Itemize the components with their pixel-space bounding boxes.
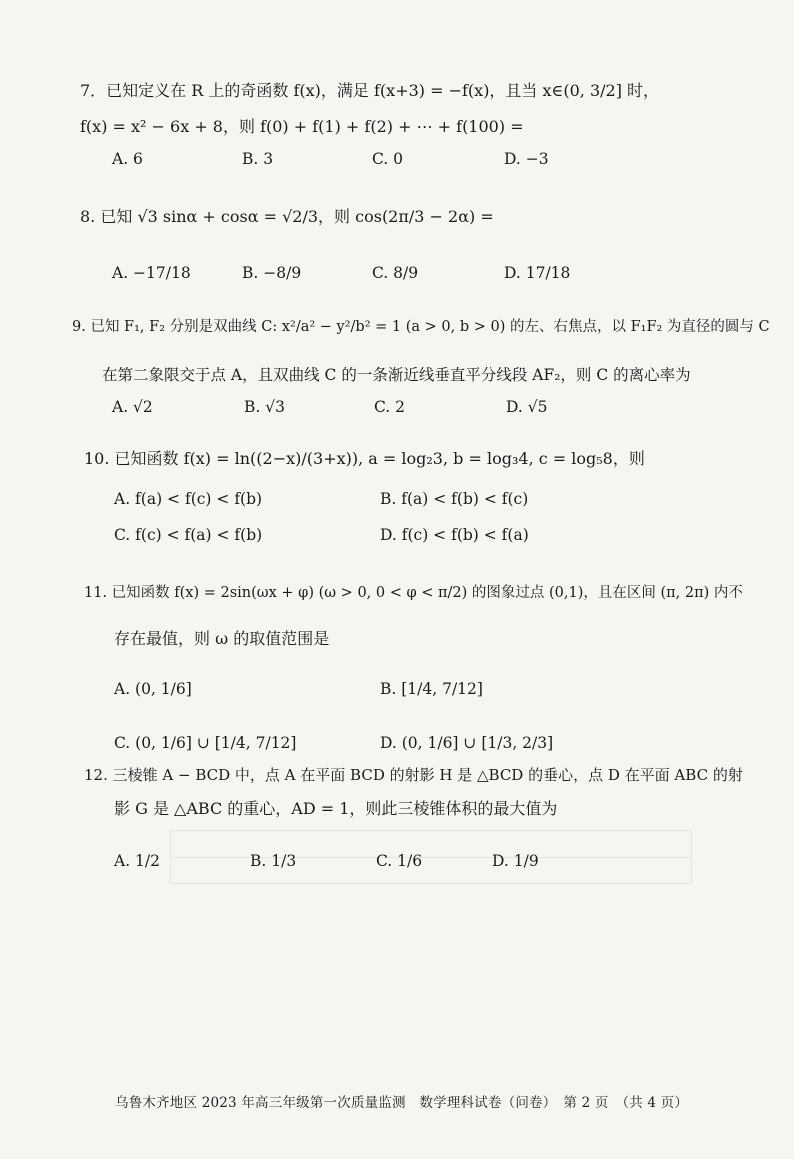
question-9-option-a: A. √2 (112, 398, 153, 416)
question-8 (80, 206, 720, 288)
question-8-options (80, 264, 720, 288)
question-7-option-d: D. −3 (504, 150, 549, 168)
question-9-stem-line-2: 在第二象限交于点 A，且双曲线 C 的一条渐近线垂直平分线段 AF₂，则 C 的离心率为 (102, 366, 691, 384)
question-11 (84, 582, 743, 758)
question-11-option-d: D. (0, 1/6] ∪ [1/3, 2/3] (380, 734, 554, 752)
question-12-option-b: B. 1/3 (250, 852, 297, 870)
question-11-option-b: B. [1/4, 7/12] (380, 680, 483, 698)
question-12-option-a: A. 1/2 (114, 852, 160, 870)
question-12-option-c: C. 1/6 (376, 852, 423, 870)
question-7-stem-line-1: 7．已知定义在 R 上的奇函数 f(x)，满足 f(x+3) = −f(x)，且当 x∈(0, 3/2] 时， (80, 81, 660, 100)
question-12-options (84, 852, 724, 876)
question-8-option-b: B. −8/9 (242, 264, 302, 282)
question-10-option-d: D. f(c) < f(b) < f(a) (380, 526, 529, 544)
question-11-options-row-1 (84, 680, 724, 704)
question-10-stem-line-1: 10. 已知函数 f(x) = ln((2−x)/(3+x)), a = log₂3, b = log₃4, c = log₅8，则 (84, 449, 645, 468)
question-9-stem-line-1: 9. 已知 F₁, F₂ 分别是双曲线 C: x²/a² − y²/b² = 1 (a > 0, b > 0) 的左、右焦点，以 F₁F₂ 为直径的圆与 C (72, 319, 770, 335)
question-9-option-c: C. 2 (374, 398, 406, 416)
question-11-option-c: C. (0, 1/6] ∪ [1/4, 7/12] (114, 734, 297, 752)
question-11-option-a: A. (0, 1/6] (114, 680, 192, 698)
question-10-option-a: A. f(a) < f(c) < f(b) (114, 490, 263, 508)
question-8-option-c: C. 8/9 (372, 264, 419, 282)
question-10-option-b: B. f(a) < f(b) < f(c) (380, 490, 529, 508)
question-10 (84, 448, 724, 550)
question-8-option-a: A. −17/18 (112, 264, 191, 282)
question-9-options (72, 398, 732, 422)
question-12-option-d: D. 1/9 (492, 852, 539, 870)
question-7-stem-line-2: f(x) = x² − 6x + 8，则 f(0) + f(1) + f(2) + ⋯ + f(100) = (80, 117, 524, 136)
question-11-stem-line-2: 存在最值，则 ω 的取值范围是 (114, 629, 330, 648)
question-9-option-d: D. √5 (506, 398, 548, 416)
question-7-options (80, 150, 720, 174)
question-7-option-a: A. 6 (112, 150, 143, 168)
question-9 (72, 316, 770, 422)
question-7 (80, 80, 720, 174)
question-12-stem-line-1: 12. 三棱锥 A − BCD 中，点 A 在平面 BCD 的射影 H 是 △BCD 的垂心，点 D 在平面 ABC 的射 (84, 766, 743, 784)
question-8-stem-line-1: 8. 已知 √3 sinα + cosα = √2/3，则 cos(2π/3 − 2α) = (80, 207, 494, 226)
question-7-option-c: C. 0 (372, 150, 404, 168)
question-12 (84, 764, 743, 876)
question-7-option-b: B. 3 (242, 150, 274, 168)
page-footer: 乌鲁木齐地区 2023 年高三年级第一次质量监测 数学理科试卷（问卷） 第 2 页 （共 4 页） (115, 1095, 689, 1111)
question-11-options-row-2 (84, 734, 724, 758)
question-12-stem-line-2: 影 G 是 △ABC 的重心，AD = 1，则此三棱锥体积的最大值为 (114, 799, 558, 818)
question-9-option-b: B. √3 (244, 398, 285, 416)
question-10-option-c: C. f(c) < f(a) < f(b) (114, 526, 263, 544)
question-10-options-row-1 (84, 490, 724, 514)
question-11-stem-line-1: 11. 已知函数 f(x) = 2sin(ωx + φ) (ω > 0, 0 < φ < π/2) 的图象过点 (0,1)，且在区间 (π, 2π) 内不 (84, 585, 743, 601)
question-8-option-d: D. 17/18 (504, 264, 571, 282)
question-10-options-row-2 (84, 526, 724, 550)
